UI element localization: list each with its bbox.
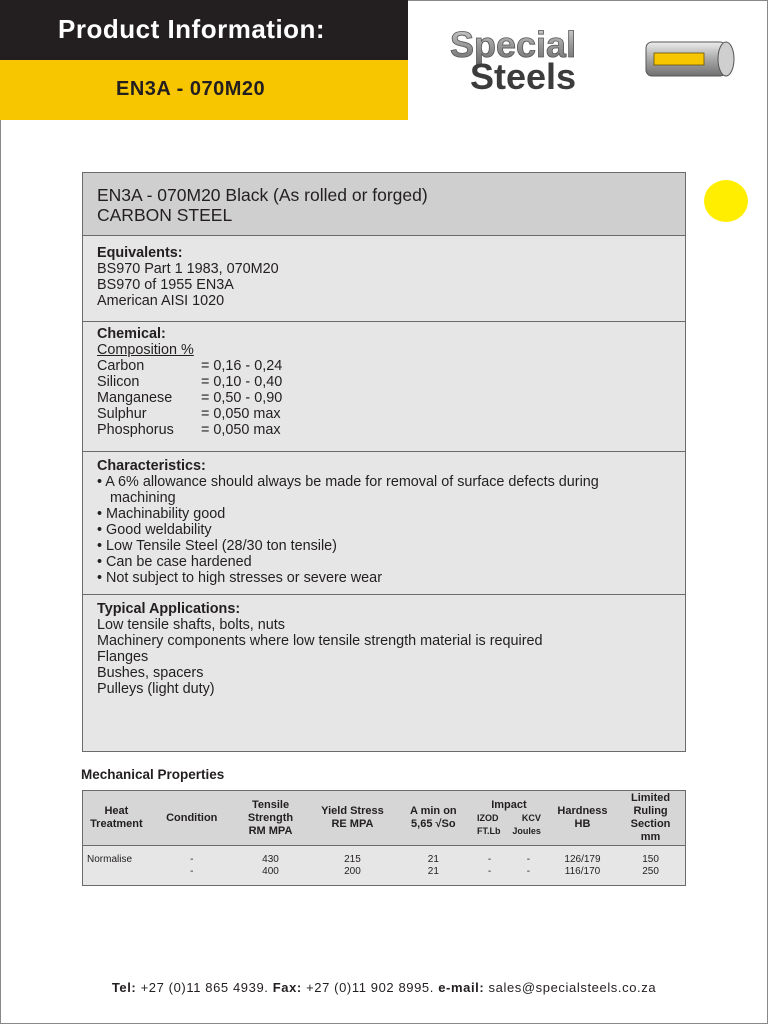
application-item: Pulleys (light duty) — [97, 681, 215, 697]
cell-hardness: 126/179 116/170 — [549, 846, 616, 886]
tel-value: +27 (0)11 865 4939. — [140, 980, 269, 995]
chem-value: = 0,16 - 0,24 — [201, 358, 283, 374]
cell-section: 150 250 — [616, 846, 685, 886]
col-condition: Condition — [150, 791, 234, 846]
col-yield-stress: Yield Stress RE MPA — [307, 791, 397, 846]
chem-row — [97, 406, 671, 422]
yellow-dot — [704, 180, 748, 222]
impact-kcv: KCV — [521, 812, 541, 823]
characteristics-label: Characteristics: — [97, 458, 206, 474]
characteristic-item: • Can be case hardened — [97, 554, 252, 570]
characteristic-item: • Good weldability — [97, 522, 212, 538]
chem-value: = 0,050 max — [201, 406, 281, 422]
cell-treatment: Normalise — [83, 846, 150, 886]
application-item: Low tensile shafts, bolts, nuts — [97, 617, 285, 633]
equivalents-label: Equivalents: — [97, 245, 183, 261]
chem-element: Silicon — [97, 374, 140, 390]
contact-footer — [0, 980, 768, 995]
chemical-section — [83, 322, 685, 452]
cell-tensile: 430 400 — [234, 846, 308, 886]
cell-yield: 215 200 — [307, 846, 397, 886]
chem-value: = 0,50 - 0,90 — [201, 390, 283, 406]
impact-ftlb: FT.Lb — [477, 825, 501, 836]
spec-title-line1: EN3A - 070M20 Black (As rolled or forged) — [97, 185, 428, 205]
logo-word-special: Special — [450, 26, 577, 65]
characteristic-item: • Low Tensile Steel (28/30 ton tensile) — [97, 538, 337, 554]
grade-label: EN3A - 070M20 — [116, 78, 266, 100]
spec-box — [82, 172, 686, 752]
header-bar — [0, 0, 408, 60]
tel-label: Tel: — [111, 980, 137, 995]
fax-label: Fax: — [272, 980, 302, 995]
chem-element: Manganese — [97, 390, 173, 406]
chem-element: Sulphur — [97, 406, 147, 422]
cell-impact: - - - - — [469, 846, 549, 886]
equivalent-item: BS970 Part 1 1983, 070M20 — [97, 261, 279, 277]
logo-word-steels: Steels — [470, 56, 577, 96]
composition-label: Composition % — [97, 342, 194, 358]
application-item: Machinery components where low tensile strength material is required — [97, 633, 543, 649]
characteristic-item: • Machinability good — [97, 506, 226, 522]
cell-amin: 21 21 — [398, 846, 469, 886]
characteristics-section — [83, 452, 685, 595]
page-title: Product Information: — [58, 14, 326, 44]
application-item: Bushes, spacers — [97, 665, 204, 681]
characteristic-item: • A 6% allowance should always be made for removal of surface defects during — [97, 474, 599, 490]
chem-value: = 0,10 - 0,40 — [201, 374, 283, 390]
applications-label: Typical Applications: — [97, 601, 241, 617]
col-heat-treatment: Heat Treatment — [83, 791, 150, 846]
col-a-min: A min on 5,65 √So — [398, 791, 469, 846]
chem-element: Carbon — [97, 358, 145, 374]
table-header-row — [83, 791, 686, 846]
applications-section — [83, 595, 685, 752]
mechanical-properties-table — [82, 790, 686, 886]
special-steels-logo — [448, 26, 740, 96]
characteristic-item: • Not subject to high stresses or severe wear — [97, 570, 382, 586]
chem-element: Phosphorus — [97, 422, 174, 438]
spec-title-line2: CARBON STEEL — [97, 205, 233, 225]
email-link[interactable]: sales@specialsteels.co.za — [488, 980, 657, 995]
chem-value: = 0,050 max — [201, 422, 281, 438]
col-tensile-strength: Tensile Strength RM MPA — [234, 791, 308, 846]
equivalent-item: American AISI 1020 — [97, 293, 225, 309]
impact-joules: Joules — [512, 825, 541, 836]
chem-row — [97, 390, 671, 406]
cell-condition: - - — [150, 846, 234, 886]
col-limited-ruling-section: Limited Ruling Section mm — [616, 791, 685, 846]
equivalent-item: BS970 of 1955 EN3A — [97, 277, 234, 293]
application-item: Flanges — [97, 649, 149, 665]
table-row — [83, 846, 686, 886]
chem-row — [97, 374, 671, 390]
col-hardness: Hardness HB — [549, 791, 616, 846]
chemical-label: Chemical: — [97, 326, 166, 342]
email-label: e-mail: — [438, 980, 485, 995]
fax-value: +27 (0)11 902 8995. — [306, 980, 434, 995]
chem-row — [97, 358, 671, 374]
equivalents-section — [83, 236, 685, 322]
mechanical-properties-title: Mechanical Properties — [81, 767, 225, 782]
grade-bar — [0, 60, 408, 120]
impact-izod: IZOD — [477, 812, 499, 823]
spec-title-section — [83, 173, 685, 236]
characteristic-item-cont: machining — [110, 490, 176, 506]
chem-row — [97, 422, 671, 438]
col-impact: Impact IZOD KCV FT.Lb Joules — [469, 791, 549, 846]
